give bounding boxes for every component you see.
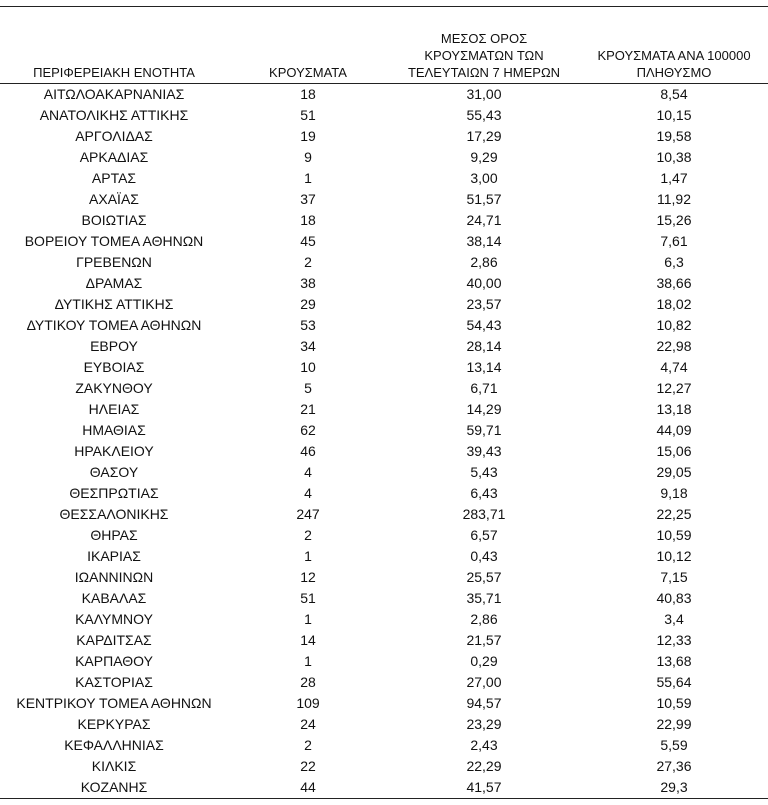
- cell-per100k: 7,61: [660, 233, 688, 249]
- cell-region: ΑΡΚΑΔΙΑΣ: [79, 149, 149, 165]
- cell-region: ΚΙΛΚΙΣ: [91, 758, 137, 774]
- cell-per100k: 44,09: [656, 422, 692, 438]
- cell-per100k: 10,12: [656, 548, 692, 564]
- table-row: [0, 525, 768, 546]
- cell-avg7: 13,14: [466, 359, 502, 375]
- cell-per100k: 4,74: [660, 359, 688, 375]
- cell-per100k: 22,99: [656, 716, 692, 732]
- cell-avg7: 94,57: [466, 695, 502, 711]
- table-row: [0, 420, 768, 441]
- cell-per100k: 13,18: [656, 401, 692, 417]
- table-row: [0, 651, 768, 672]
- cell-per100k: 15,26: [656, 212, 692, 228]
- cell-region: ΚΕΝΤΡΙΚΟΥ ΤΟΜΕΑ ΑΘΗΝΩΝ: [16, 695, 212, 711]
- cell-avg7: 41,57: [388, 777, 580, 799]
- cell-cases: 28: [300, 674, 316, 690]
- cell-avg7: 3,00: [470, 170, 498, 186]
- cell-per100k: 29,05: [656, 464, 692, 480]
- cell-avg7: 39,43: [466, 443, 502, 459]
- table-row: [0, 357, 768, 378]
- cell-region: ΘΕΣΣΑΛΟΝΙΚΗΣ: [59, 506, 169, 522]
- cell-avg7: 2,86: [470, 611, 498, 627]
- table-row: [0, 609, 768, 630]
- cell-avg7: 6,71: [470, 380, 498, 396]
- table-row: [0, 252, 768, 273]
- cell-avg7: 9,29: [470, 149, 498, 165]
- cell-avg7: 40,00: [466, 275, 502, 291]
- cell-cases: 1: [304, 653, 312, 669]
- cell-region: ΕΒΡΟΥ: [90, 338, 138, 354]
- cell-region: ΒΟΙΩΤΙΑΣ: [81, 212, 147, 228]
- table-row: [0, 588, 768, 609]
- cell-avg7: 35,71: [466, 590, 502, 606]
- table-row: [0, 147, 768, 168]
- cell-avg7: 25,57: [466, 569, 502, 585]
- cell-cases: 38: [300, 275, 316, 291]
- cell-avg7: 31,00: [466, 86, 502, 102]
- header-avg7-line2: ΚΡΟΥΣΜΑΤΩΝ ΤΩΝ: [424, 48, 544, 63]
- cell-cases: 51: [300, 590, 316, 606]
- cell-cases: 18: [300, 86, 316, 102]
- cell-cases: 5: [304, 380, 312, 396]
- cell-region: ΗΜΑΘΙΑΣ: [82, 422, 146, 438]
- cell-avg7: 0,43: [470, 548, 498, 564]
- cell-avg7: 21,57: [466, 632, 502, 648]
- cases-table: [0, 6, 768, 799]
- header-per100k: [580, 7, 768, 84]
- table-row: [0, 315, 768, 336]
- cell-per100k: 1,47: [660, 170, 688, 186]
- cell-per100k: 10,82: [656, 317, 692, 333]
- cell-per100k: 22,25: [656, 506, 692, 522]
- header-cases: ΚΡΟΥΣΜΑΤΑ: [228, 7, 388, 84]
- cell-region: ΚΑΒΑΛΑΣ: [81, 590, 147, 606]
- table-row: [0, 777, 768, 799]
- cell-cases: 24: [300, 716, 316, 732]
- cell-region: ΔΥΤΙΚΟΥ ΤΟΜΕΑ ΑΘΗΝΩΝ: [26, 317, 202, 333]
- cell-cases: 14: [300, 632, 316, 648]
- cell-avg7: 6,57: [470, 527, 498, 543]
- cell-per100k: 6,3: [664, 254, 684, 270]
- cell-region: ΚΕΦΑΛΛΗΝΙΑΣ: [64, 737, 164, 753]
- cell-avg7: 24,71: [466, 212, 502, 228]
- cell-per100k: 3,4: [664, 611, 684, 627]
- cell-cases: 53: [300, 317, 316, 333]
- table-row: [0, 210, 768, 231]
- cell-per100k: 15,06: [656, 443, 692, 459]
- cell-region: ΚΑΡΠΑΘΟΥ: [75, 653, 153, 669]
- cell-region: ΗΡΑΚΛΕΙΟΥ: [74, 443, 154, 459]
- cell-avg7: 54,43: [466, 317, 502, 333]
- cell-cases: 9: [304, 149, 312, 165]
- cell-per100k: 11,92: [657, 191, 691, 207]
- cell-region: ΑΝΑΤΟΛΙΚΗΣ ΑΤΤΙΚΗΣ: [39, 107, 189, 123]
- cell-region: ΗΛΕΙΑΣ: [88, 401, 140, 417]
- table-row: [0, 231, 768, 252]
- cell-avg7: 283,71: [462, 506, 506, 522]
- cell-cases: 21: [300, 401, 316, 417]
- cell-avg7: 51,57: [466, 191, 502, 207]
- cell-cases: 46: [300, 443, 316, 459]
- cell-cases: 34: [300, 338, 316, 354]
- table-row: [0, 504, 768, 525]
- table-row: [0, 546, 768, 567]
- cell-per100k: 55,64: [656, 674, 692, 690]
- cell-per100k: 10,38: [656, 149, 692, 165]
- cell-cases: 51: [300, 107, 316, 123]
- cell-region: ΚΕΡΚΥΡΑΣ: [77, 716, 151, 732]
- cell-region: ΘΕΣΠΡΩΤΙΑΣ: [69, 485, 159, 501]
- cell-cases: 1: [304, 611, 312, 627]
- cell-cases: 10: [300, 359, 316, 375]
- cell-cases: 18: [300, 212, 316, 228]
- cell-per100k: 9,18: [660, 485, 688, 501]
- cell-avg7: 17,29: [466, 128, 502, 144]
- table-row: [0, 378, 768, 399]
- cell-avg7: 6,43: [470, 485, 498, 501]
- table-row: [0, 336, 768, 357]
- cell-avg7: 23,29: [466, 716, 502, 732]
- cell-avg7: 5,43: [470, 464, 498, 480]
- table-row: [0, 294, 768, 315]
- header-avg7-line3: ΤΕΛΕΥΤΑΙΩΝ 7 ΗΜΕΡΩΝ: [407, 65, 561, 80]
- table-row: [0, 630, 768, 651]
- cell-region: ΙΩΑΝΝΙΝΩΝ: [74, 569, 154, 585]
- table-row: [0, 399, 768, 420]
- cell-region: ΚΑΣΤΟΡΙΑΣ: [75, 674, 153, 690]
- table-row: [0, 126, 768, 147]
- cell-cases: 45: [300, 233, 316, 249]
- table-row: [0, 693, 768, 714]
- table-row: [0, 189, 768, 210]
- cell-region: ΔΡΑΜΑΣ: [85, 275, 143, 291]
- cell-region: ΓΡΕΒΕΝΩΝ: [76, 254, 152, 270]
- cell-region: ΕΥΒΟΙΑΣ: [83, 359, 145, 375]
- cell-region: ΚΑΡΔΙΤΣΑΣ: [76, 632, 152, 648]
- cell-cases: 2: [304, 254, 312, 270]
- cell-cases: 2: [304, 737, 312, 753]
- table-row: [0, 273, 768, 294]
- cell-region: ΘΗΡΑΣ: [90, 527, 138, 543]
- cell-cases: 1: [304, 548, 312, 564]
- table-row: [0, 105, 768, 126]
- cell-cases: 109: [296, 695, 320, 711]
- cell-avg7: 38,14: [466, 233, 502, 249]
- cell-avg7: 0,29: [470, 653, 498, 669]
- cell-avg7: 2,43: [470, 737, 498, 753]
- cell-per100k: 40,83: [656, 590, 692, 606]
- cell-cases: 44: [228, 777, 388, 799]
- cell-per100k: 12,33: [656, 632, 692, 648]
- cell-cases: 2: [304, 527, 312, 543]
- cell-region: ΙΚΑΡΙΑΣ: [87, 548, 141, 564]
- cell-cases: 62: [300, 422, 316, 438]
- table-row: [0, 756, 768, 777]
- table-row: [0, 483, 768, 504]
- cell-region: ΖΑΚΥΝΘΟΥ: [75, 380, 153, 396]
- table-header: [0, 7, 768, 84]
- cell-avg7: 55,43: [466, 107, 502, 123]
- cell-per100k: 12,27: [656, 380, 692, 396]
- cell-cases: 37: [300, 191, 316, 207]
- cell-per100k: 10,59: [656, 527, 692, 543]
- header-region: ΠΕΡΙΦΕΡΕΙΑΚΗ ΕΝΟΤΗΤΑ: [0, 7, 228, 84]
- cell-per100k: 13,68: [656, 653, 692, 669]
- table-row: [0, 672, 768, 693]
- cell-per100k: 10,15: [656, 107, 692, 123]
- cell-cases: 19: [300, 128, 316, 144]
- cell-per100k: 5,59: [660, 737, 688, 753]
- cell-per100k: 38,66: [656, 275, 692, 291]
- table-body: [0, 84, 768, 799]
- cell-per100k: 18,02: [656, 296, 692, 312]
- cell-avg7: 22,29: [466, 758, 502, 774]
- cell-avg7: 27,00: [466, 674, 502, 690]
- cell-region: ΚΑΛΥΜΝΟΥ: [75, 611, 153, 627]
- header-per100k-line2: ΠΛΗΘΥΣΜΟ: [636, 65, 712, 80]
- table-row: [0, 735, 768, 756]
- cell-per100k: 19,58: [656, 128, 692, 144]
- table-row: [0, 441, 768, 462]
- cell-per100k: 29,3: [580, 777, 768, 799]
- table-row: [0, 462, 768, 483]
- cell-region: ΒΟΡΕΙΟΥ ΤΟΜΕΑ ΑΘΗΝΩΝ: [24, 233, 204, 249]
- cell-region: ΑΙΤΩΛΟΑΚΑΡΝΑΝΙΑΣ: [43, 86, 185, 102]
- cell-per100k: 8,54: [660, 86, 688, 102]
- cell-cases: 1: [304, 170, 312, 186]
- cell-region: ΑΧΑΪΑΣ: [89, 191, 139, 207]
- cell-region: ΘΑΣΟΥ: [89, 464, 139, 480]
- cell-avg7: 28,14: [466, 338, 502, 354]
- cell-cases: 29: [300, 296, 316, 312]
- table-row: [0, 567, 768, 588]
- table-row: [0, 84, 768, 106]
- header-avg7: [388, 7, 580, 84]
- cell-cases: 247: [296, 506, 320, 522]
- cell-avg7: 23,57: [466, 296, 502, 312]
- cell-per100k: 7,15: [660, 569, 688, 585]
- table-row: [0, 714, 768, 735]
- cell-avg7: 14,29: [466, 401, 502, 417]
- cell-avg7: 59,71: [466, 422, 502, 438]
- cell-region: ΑΡΤΑΣ: [91, 170, 137, 186]
- cell-cases: 22: [300, 758, 316, 774]
- cell-region: ΔΥΤΙΚΗΣ ΑΤΤΙΚΗΣ: [54, 296, 174, 312]
- cell-per100k: 22,98: [656, 338, 692, 354]
- cell-region: ΚΟΖΑΝΗΣ: [0, 777, 228, 799]
- table-row: [0, 168, 768, 189]
- header-avg7-line1: ΜΕΣΟΣ ΟΡΟΣ: [440, 31, 528, 46]
- cell-per100k: 10,59: [656, 695, 692, 711]
- cell-cases: 4: [304, 464, 312, 480]
- header-row: [0, 7, 768, 84]
- cell-per100k: 27,36: [656, 758, 692, 774]
- cell-avg7: 2,86: [470, 254, 498, 270]
- cell-cases: 12: [300, 569, 316, 585]
- cell-region: ΑΡΓΟΛΙΔΑΣ: [75, 128, 153, 144]
- cell-cases: 4: [304, 485, 312, 501]
- header-per100k-line1: ΚΡΟΥΣΜΑΤΑ ΑΝΑ 100000: [597, 48, 751, 63]
